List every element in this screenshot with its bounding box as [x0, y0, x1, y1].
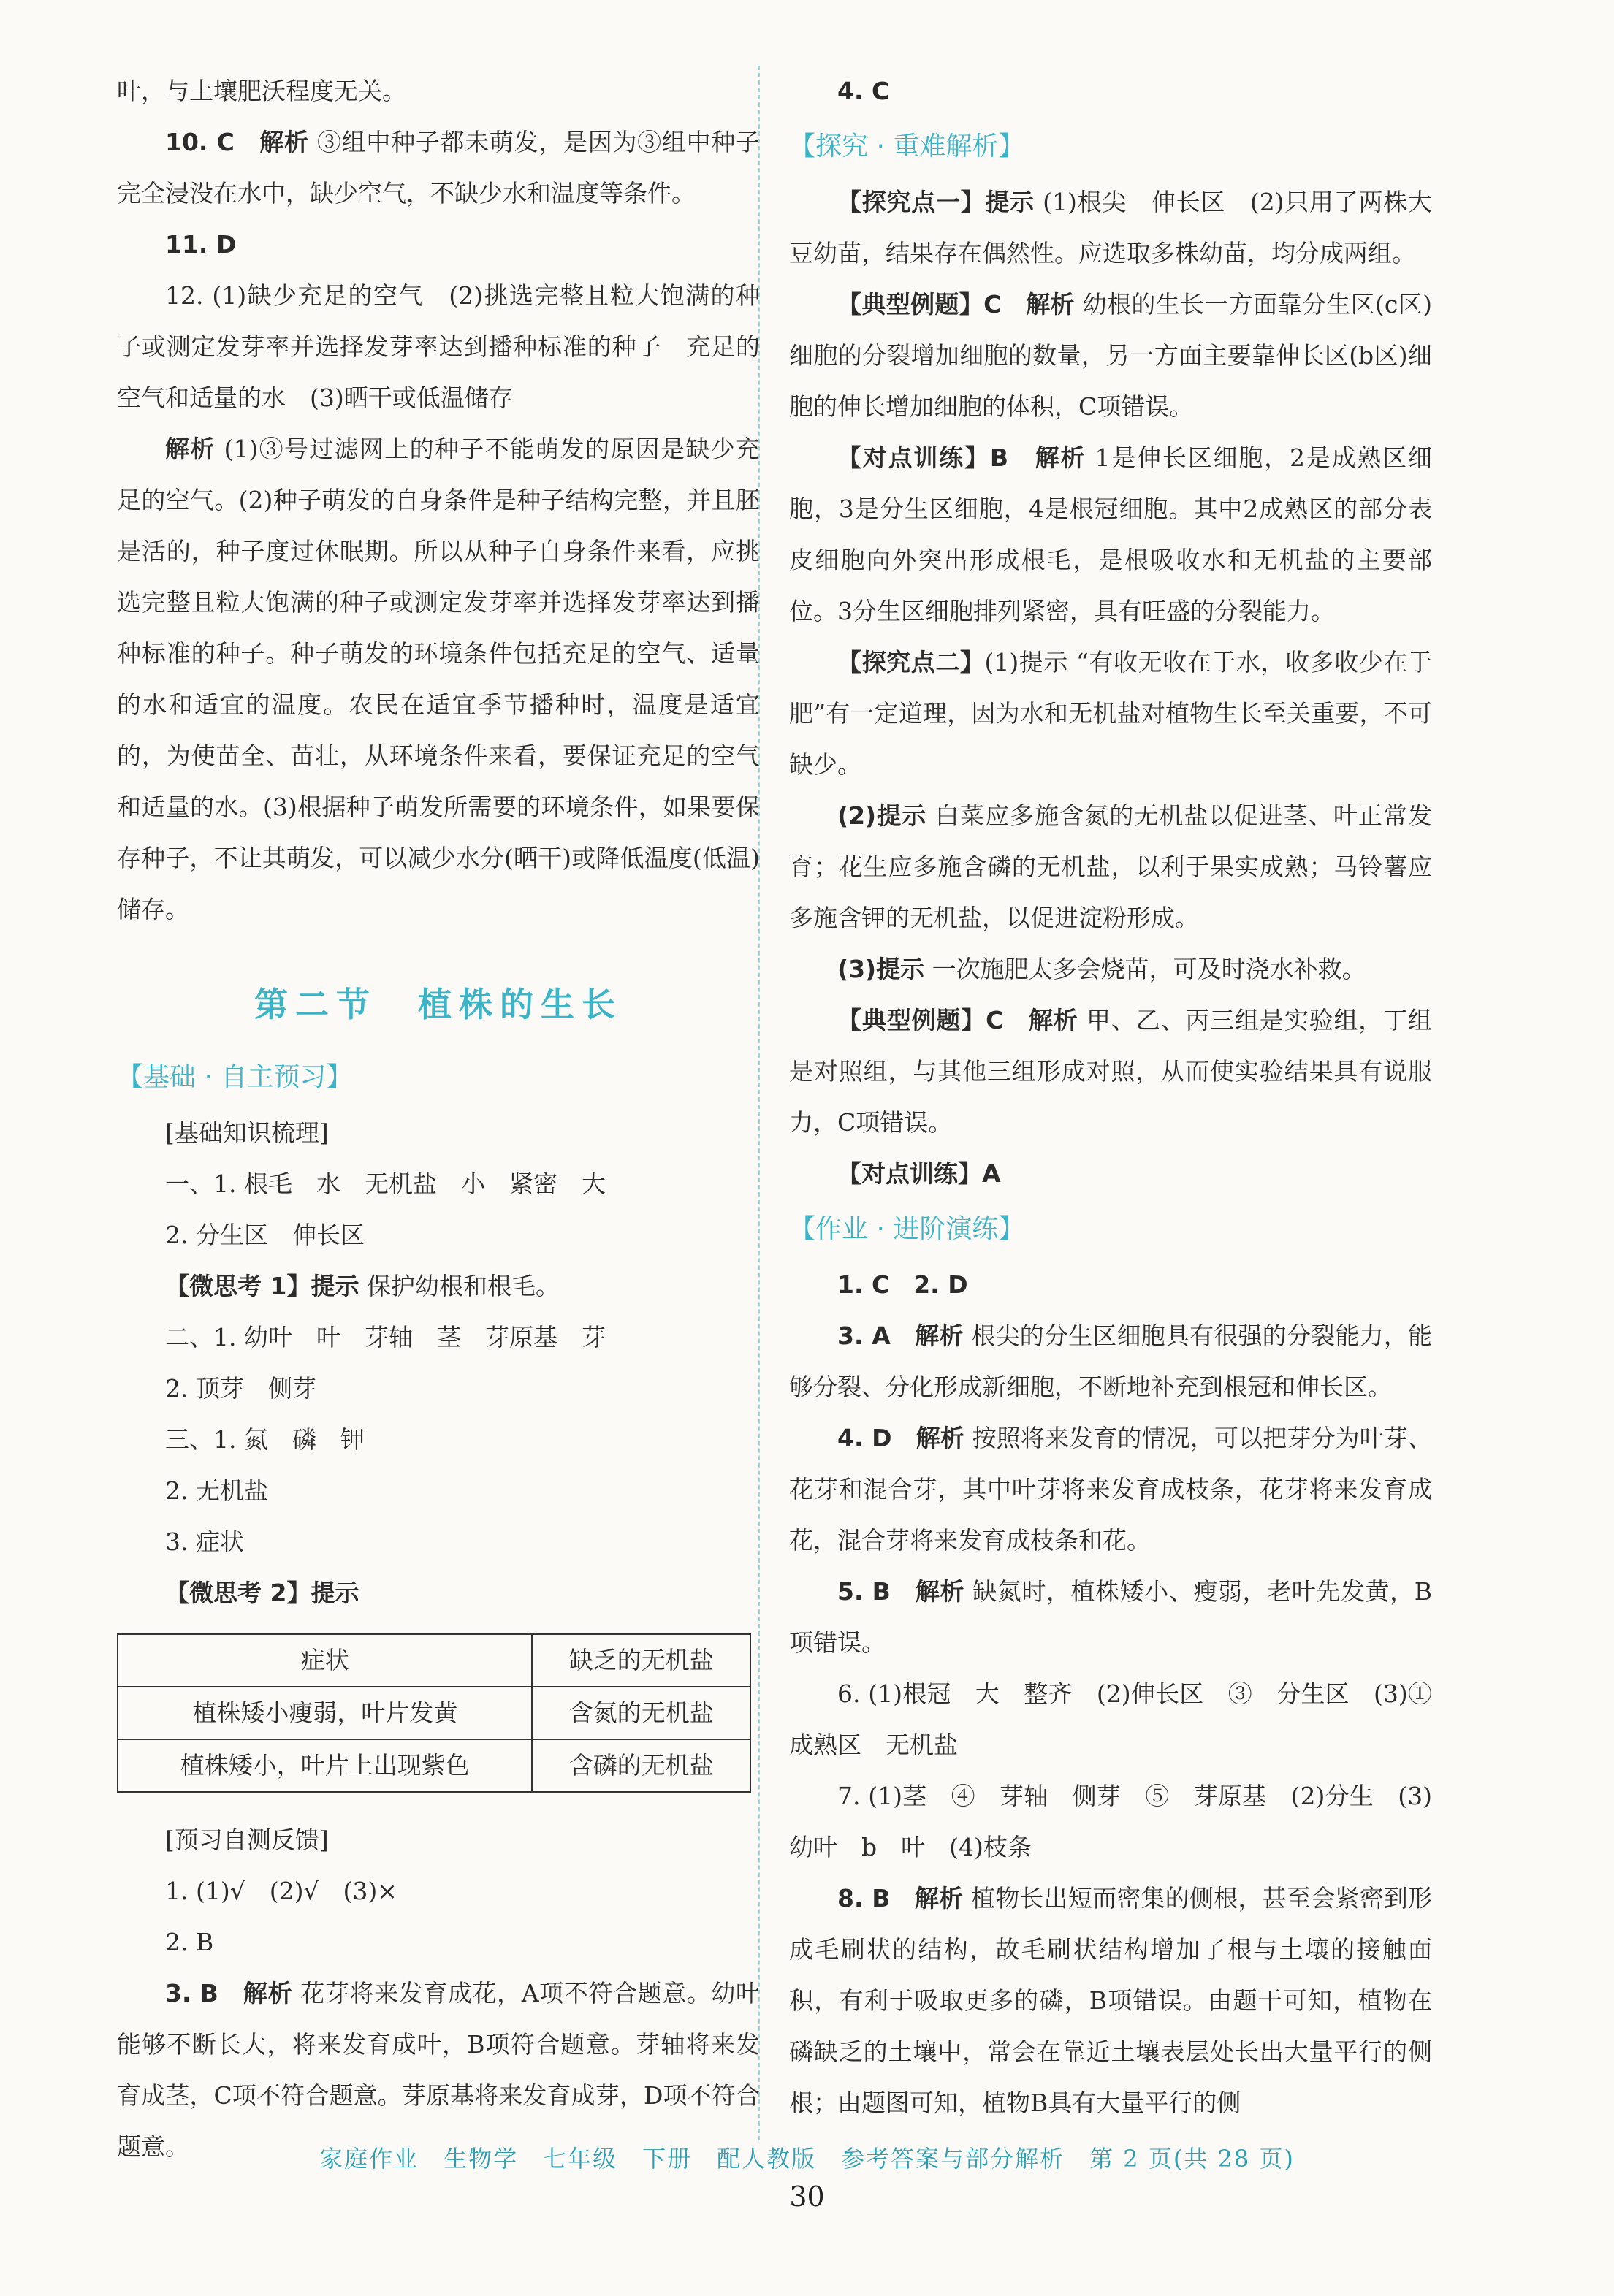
- training-text: 1是伸长区细胞，2是成熟区细胞，3是分生区细胞，4是根冠细胞。其中2成熟区的部分表皮细胞向外突出形成根毛，是根吸收水和无机盐的主要部位。3分生区细胞排列紧密，具有旺盛的分裂能力。: [789, 443, 1432, 625]
- think-2: 【微思考 2】提示: [165, 1579, 359, 1607]
- answer-4: 4. C: [837, 77, 890, 105]
- hint-text: 一次施肥太多会烧苗，可及时浇水补救。: [932, 955, 1366, 983]
- think-1: [117, 1261, 760, 1312]
- knowledge-item: 2. 分生区 伸长区: [165, 1221, 365, 1249]
- hint-text: 白菜应多施含氮的无机盐以促进茎、叶正常发育；花生应多施含磷的无机盐，以利于果实成熟；马铃薯应多施含钾的无机盐，以促进淀粉形成。: [789, 801, 1432, 932]
- left-column: [117, 66, 760, 2173]
- answer-text: 根尖的分生区细胞具有很强的分裂能力，能够分裂、分化形成新细胞，不断地补充到根冠和伸长区。: [789, 1321, 1432, 1401]
- explore-point-1: [789, 177, 1432, 279]
- typical-example-2: [789, 995, 1432, 1148]
- answer-label: 5. B 解析: [837, 1577, 965, 1606]
- analysis-label: 解析: [243, 1979, 293, 2007]
- table-header-row: [118, 1634, 750, 1687]
- answer-text: 按照将来发育的情况，可以把芽分为叶芽、花芽和混合芽，其中叶芽将来发育成枝条，花芽将来发育成花，混合芽将来发育成枝条和花。: [789, 1424, 1432, 1555]
- analysis-label: 解析: [165, 435, 216, 463]
- analysis-text: ③组中种子都未萌发，是因为③组中种子完全浸没在水中，缺少空气，不缺少水和温度等条件。: [117, 128, 761, 207]
- analysis-text: (1)③号过滤网上的种子不能萌发的原因是缺少充足的空气。(2)种子萌发的自身条件是种子结构完整，并且胚是活的，种子度过休眠期。所以从种子自身条件来看，应挑选完整且粒大饱满的种子或测定发芽率并选择发芽率达到播种标准的种子。种子萌发的环境条件包括充足的空气、适量的水和适宜的温度。农民在适宜季节播种时，温度是适宜的，为使苗全、苗壮，从环境条件来看，要保证充足的空气和适量的水。(3)根据种子萌发所需要的环境条件，如果要保存种子，不让其萌发，可以减少水分(晒干)或降低温度(低温)储存。: [117, 435, 760, 923]
- knowledge-item: 三、1. 氮 磷 钾: [165, 1425, 365, 1454]
- homework-item-5: [789, 1566, 1432, 1668]
- feedback-header: [预习自测反馈]: [165, 1826, 329, 1854]
- table-row: [118, 1687, 750, 1739]
- answer-num: 3. B: [165, 1979, 218, 2007]
- homework-item-4: [789, 1413, 1432, 1566]
- explore-text: (1)提示 “有收无收在于水，收多收少在于肥”有一定道理，因为水和无机盐对植物生长至关重要，不可缺少。: [789, 648, 1433, 779]
- example-text: 幼根的生长一方面靠分生区(c区)细胞的分裂增加细胞的数量，另一方面主要靠伸长区(b区)细胞的伸长增加细胞的体积，C项错误。: [789, 290, 1433, 421]
- example-text: 甲、乙、丙三组是实验组，丁组是对照组，与其他三组形成对照，从而使实验结果具有说服力，C项错误。: [789, 1006, 1433, 1137]
- table-cell: 含氮的无机盐: [532, 1687, 750, 1739]
- page-number: 30: [789, 2181, 825, 2213]
- example-label: 【典型例题】C 解析: [837, 1006, 1078, 1034]
- symptom-table: [117, 1633, 751, 1793]
- think-label: 【微思考 1】提示: [165, 1272, 359, 1300]
- answer-10: [117, 117, 760, 219]
- explore-label: 【探究点一】提示: [837, 188, 1035, 216]
- explore-label: 【探究点二】: [837, 648, 985, 676]
- feedback-item: 2. B: [165, 1928, 214, 1956]
- hint-label: (3)提示: [837, 955, 925, 983]
- analysis-label: 解析: [259, 128, 309, 156]
- feedback-item: 1. (1)√ (2)√ (3)×: [165, 1877, 397, 1905]
- table-row: [118, 1739, 750, 1792]
- answer-label: 8. B 解析: [837, 1884, 964, 1912]
- homework-item-7: 7. (1)茎 ④ 芽轴 侧芽 ⑤ 芽原基 (2)分生 (3)幼叶 b 叶 (4)枝条: [789, 1782, 1432, 1861]
- basic-header: 【基础 · 自主预习】: [117, 1062, 353, 1092]
- answer-12-analysis: [117, 424, 760, 935]
- training-1: [789, 432, 1432, 637]
- knowledge-item: 一、1. 根毛 水 无机盐 小 紧密 大: [165, 1170, 606, 1198]
- knowledge-item: 二、1. 幼叶 叶 芽轴 茎 芽原基 芽: [165, 1323, 606, 1351]
- text-line: 叶，与土壤肥沃程度无关。: [117, 77, 406, 105]
- column-divider: [758, 66, 760, 2140]
- table-header-cell: 缺乏的无机盐: [532, 1634, 750, 1687]
- homework-item-6: 6. (1)根冠 大 整齐 (2)伸长区 ③ 分生区 (3)① 成熟区 无机盐: [789, 1679, 1456, 1759]
- homework-item: 1. C 2. D: [837, 1270, 968, 1299]
- typical-example-1: [789, 279, 1432, 432]
- answer-12: 12. (1)缺少充足的空气 (2)挑选完整且粒大饱满的种子或测定发芽率并选择发芽率达到播种标准的种子 充足的空气和适量的水 (3)晒干或低温储存: [117, 281, 760, 412]
- table-cell: 植株矮小，叶片上出现紫色: [118, 1739, 532, 1792]
- table-cell: 含磷的无机盐: [532, 1739, 750, 1792]
- example-label: 【典型例题】C 解析: [837, 290, 1075, 319]
- think-text: 保护幼根和根毛。: [366, 1272, 560, 1300]
- answer-text: 植物长出短而密集的侧根，甚至会紧密到形成毛刷状的结构，故毛刷状结构增加了根与土壤的接触面积，有利于吸取更多的磷，B项错误。由题干可知，植物在磷缺乏的土壤中，常会在靠近土壤表层处长出大量平行的侧根；由题图可知，植物B具有大量平行的侧: [789, 1884, 1433, 2117]
- homework-header: 【作业 · 进阶演练】: [789, 1214, 1025, 1244]
- homework-item-8: [789, 1873, 1432, 2129]
- section-title: 第二节 植株的生长: [254, 985, 623, 1024]
- explore-point-2: [789, 637, 1432, 790]
- explore-point-2b: [789, 790, 1432, 944]
- knowledge-item: 3. 症状: [165, 1528, 244, 1556]
- knowledge-header: [基础知识梳理]: [165, 1118, 329, 1147]
- answer-num: 10. C: [165, 128, 235, 156]
- homework-item-3: [789, 1311, 1432, 1413]
- knowledge-item: 2. 无机盐: [165, 1476, 268, 1505]
- right-column: [789, 66, 1456, 2129]
- explore-header: 【探究 · 重难解析】: [789, 131, 1025, 161]
- answer-label: 3. A 解析: [837, 1321, 964, 1350]
- table-cell: 植株矮小瘦弱，叶片发黄: [118, 1687, 532, 1739]
- training-2: 【对点训练】A: [837, 1159, 1001, 1188]
- answer-text: 缺氮时，植株矮小、瘦弱，老叶先发黄，B项错误。: [789, 1577, 1432, 1657]
- page-footer: 家庭作业 生物学 七年级 下册 配人教版 参考答案与部分解析 第 2 页(共 28 页): [319, 2145, 1295, 2173]
- knowledge-item: 2. 顶芽 侧芽: [165, 1374, 316, 1403]
- explore-text: (1)根尖 伸长区 (2)只用了两株大豆幼苗，结果存在偶然性。应选取多株幼苗，均分成两组。: [789, 188, 1432, 267]
- analysis-text: 花芽将来发育成花，A项不符合题意。幼叶能够不断长大，将来发育成叶，B项符合题意。芽轴将来发育成茎，C项不符合题意。芽原基将来发育成芽，D项不符合题意。: [117, 1979, 761, 2161]
- hint-label: (2)提示: [837, 801, 927, 830]
- explore-point-2c: [789, 944, 1432, 995]
- answer-label: 4. D 解析: [837, 1424, 965, 1452]
- answer-11: 11. D: [165, 230, 237, 259]
- training-label: 【对点训练】B 解析: [837, 443, 1086, 472]
- table-header-cell: 症状: [118, 1634, 532, 1687]
